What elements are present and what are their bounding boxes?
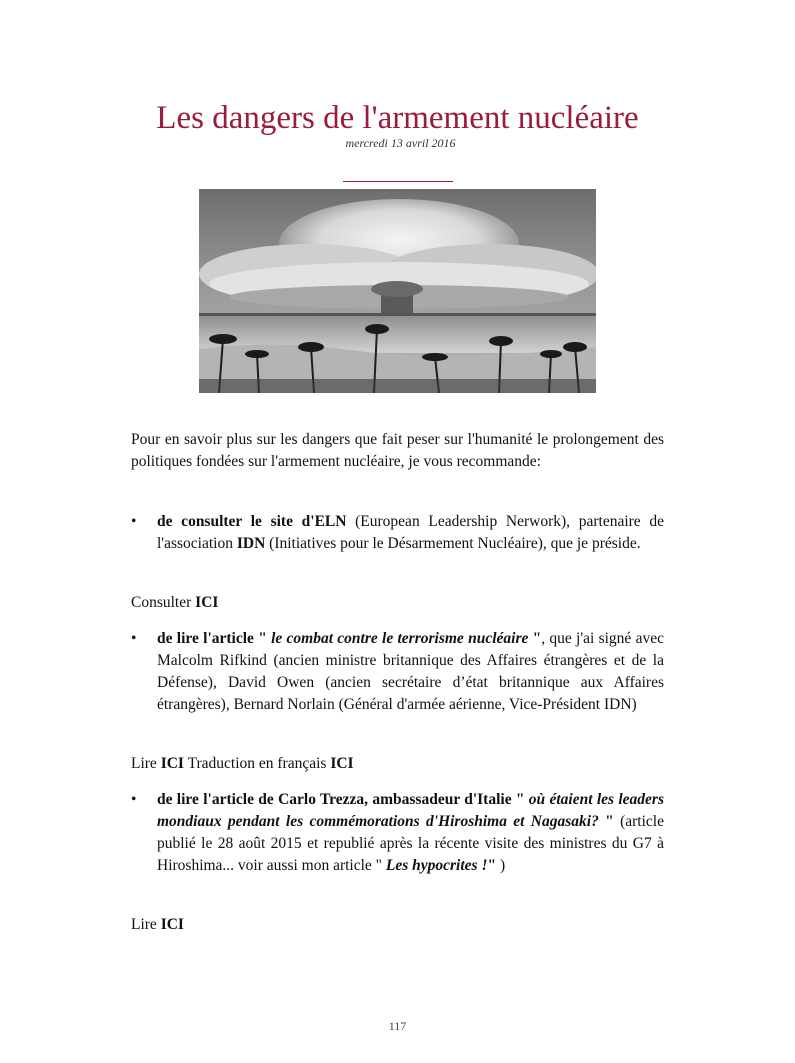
bullet-marker: • [131, 513, 137, 530]
ici-link-3[interactable]: ICI [330, 755, 354, 772]
article-title: où étaient les leaders mondiaux pendant les commémorations d'Hiroshima et Nagasaki? [157, 791, 664, 830]
lire-traduction-line [131, 753, 354, 775]
ici-link-1[interactable]: ICI [195, 594, 219, 611]
quote-mark: " [605, 813, 614, 830]
hypocrites-article: Les hypocrites ! [382, 857, 488, 874]
list-item-trezza [157, 789, 664, 877]
list-item-text: , que j'ai signé avec Malcolm Rifkind (ancien ministre britannique des Affaires étrangères et de la Défense), David Owen (ancien secrétaire d’état britannique aux Affaires étrangères), Bernard Norlain (Général d'armée aérienne, Vice-Président IDN) [157, 630, 664, 713]
nuclear-explosion-photo [199, 189, 596, 393]
line-label: Lire [131, 755, 161, 772]
page-number: 117 [388, 1019, 407, 1033]
list-item-text: ) [496, 857, 506, 874]
ici-link-4[interactable]: ICI [160, 916, 184, 933]
list-item-article [157, 628, 664, 716]
bullet-marker: • [131, 630, 137, 647]
list-item-text: (Initiatives pour le Désarmement Nucléaire), que je préside. [265, 535, 641, 552]
quote-mark: " [532, 630, 542, 647]
eln-link[interactable]: de consulter le site d'ELN [157, 513, 347, 530]
article-lead: de lire l'article de Carlo Trezza, ambassadeur d'Italie " [157, 791, 525, 808]
post-date: mercredi 13 avril 2016 [345, 136, 456, 150]
title-divider [343, 181, 453, 182]
article-title: le combat contre le terrorisme nucléaire [266, 630, 533, 647]
line-label: Lire [131, 916, 161, 933]
idn-label: IDN [236, 535, 266, 552]
list-item-text: (article publié le 28 août 2015 et republié après la récente visite des ministres du G7 à Hiroshima... voir aussi mon article " [157, 813, 664, 874]
intro-paragraph: Pour en savoir plus sur les dangers que fait peser sur l'humanité le prolongement des politiques fondées sur l'armement nucléaire, je vous recommande: [131, 431, 664, 470]
quote-mark: " [487, 857, 497, 874]
list-item-text: (European Leadership Nerwork), partenaire de l'association [157, 513, 664, 552]
lire-line [131, 914, 184, 936]
consulter-line [131, 592, 218, 614]
line-label: Consulter [131, 594, 196, 611]
ici-link-2[interactable]: ICI [160, 755, 184, 772]
page-title: Les dangers de l'armement nucléaire [156, 100, 639, 136]
line-label: Traduction en français [183, 755, 331, 772]
list-item-eln [157, 511, 664, 555]
bullet-marker: • [131, 791, 137, 808]
article-lead: de lire l'article " [157, 630, 267, 647]
